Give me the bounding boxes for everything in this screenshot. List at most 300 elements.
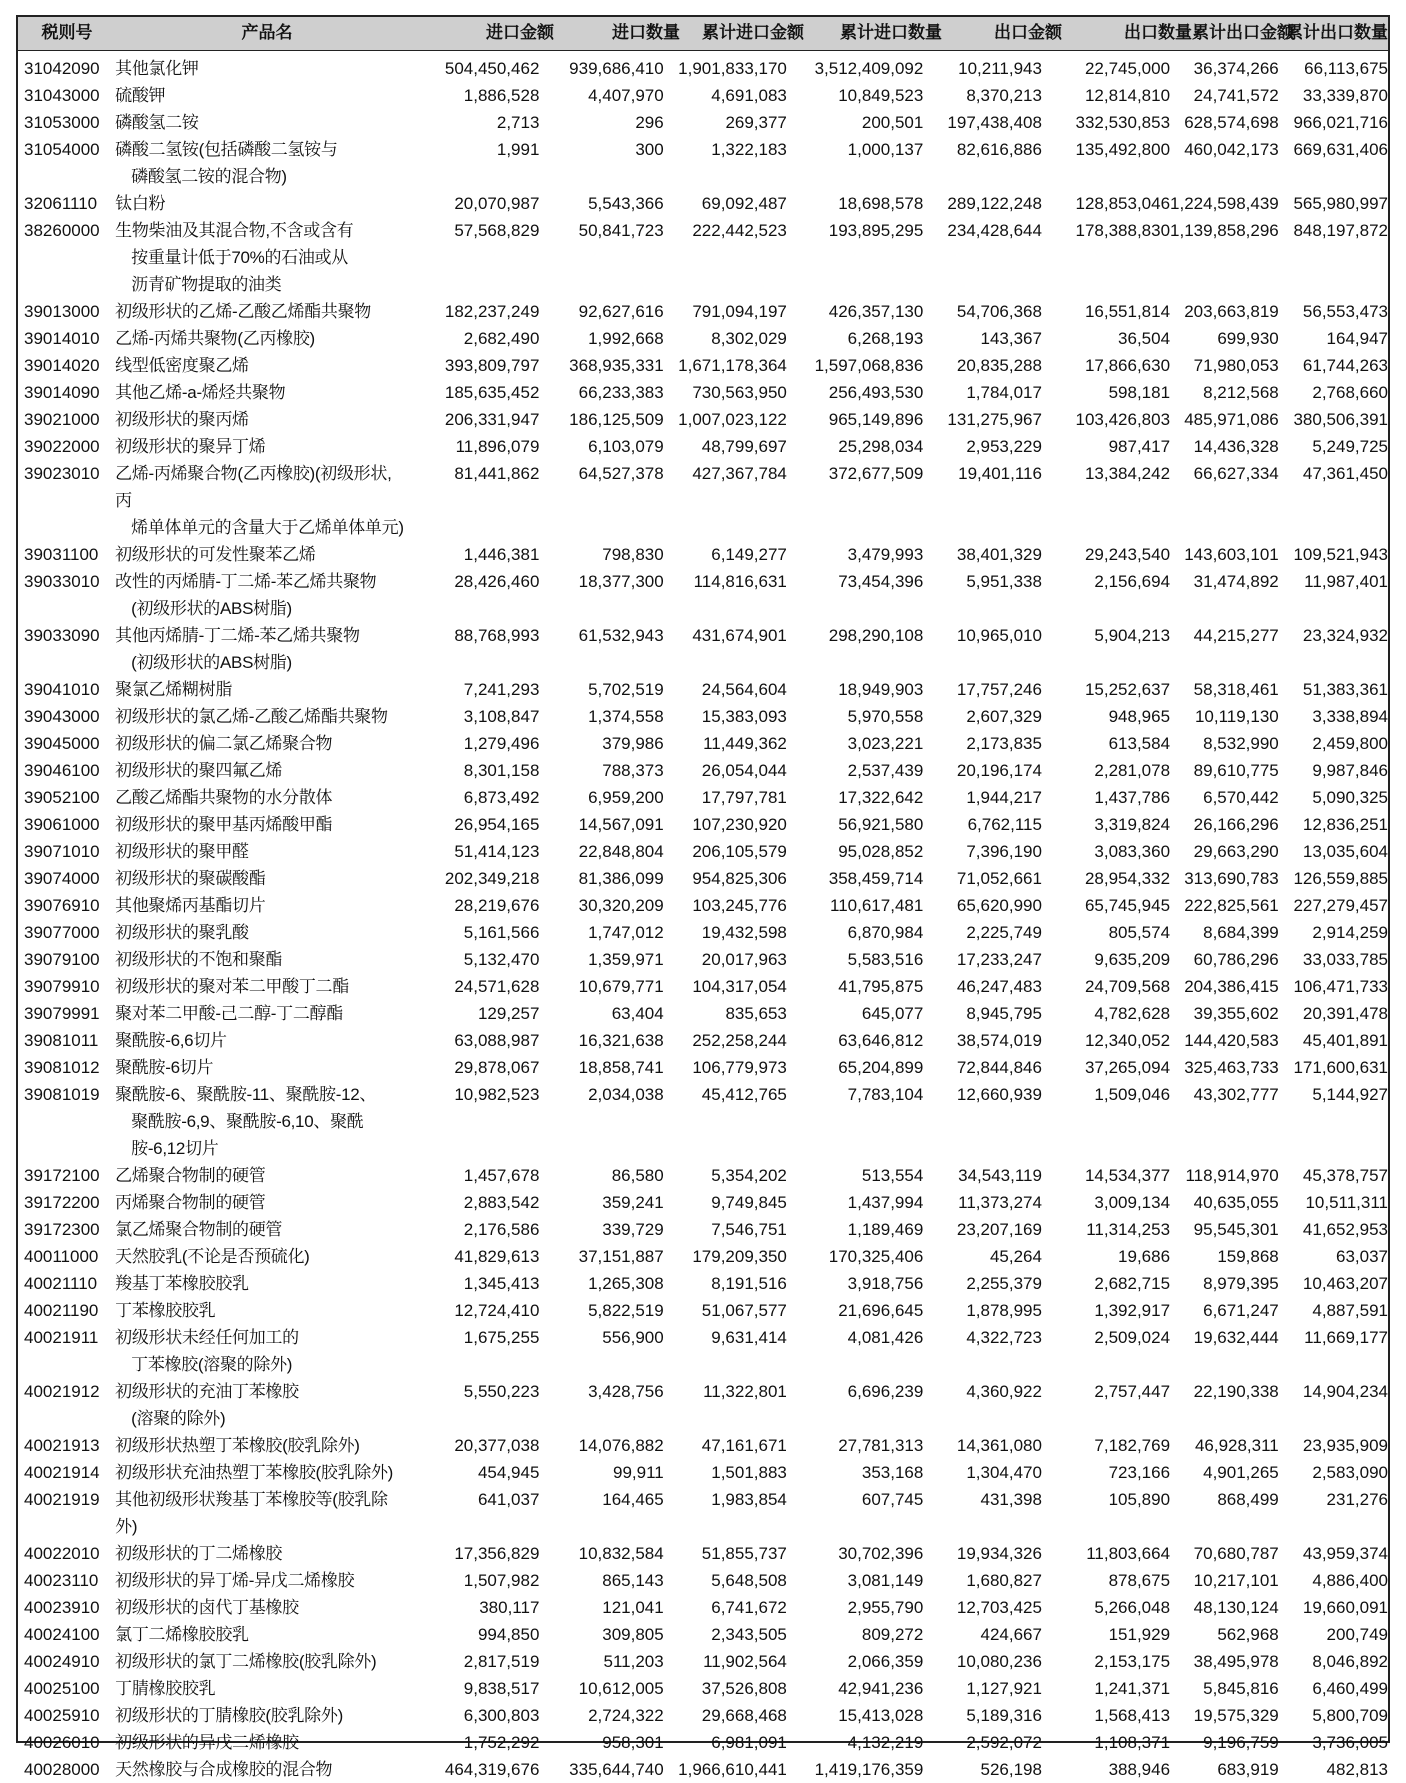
- tariff-code-cell: 40021912: [24, 1382, 100, 1401]
- product-name-cell: [115, 1432, 406, 1459]
- import-quantity-cell: 86,580: [611, 1166, 664, 1185]
- table-row: [18, 1027, 1388, 1054]
- import-value-cell: 2,817,519: [463, 1652, 540, 1671]
- table-row: [18, 622, 1388, 676]
- cumulative-import-quantity-cell: 3,081,149: [847, 1571, 924, 1590]
- cumulative-export-value-cell: 19,632,444: [1193, 1328, 1279, 1347]
- product-name-cell: [115, 757, 406, 784]
- cumulative-import-quantity-cell: 65,204,899: [838, 1058, 924, 1077]
- export-quantity-cell: 1,509,046: [1094, 1085, 1171, 1104]
- import-quantity-cell: 296: [635, 113, 664, 132]
- tariff-code-cell: 39081019: [24, 1085, 100, 1104]
- export-quantity-cell: 37,265,094: [1084, 1058, 1171, 1077]
- cumulative-export-quantity-cell: 20,391,478: [1302, 1004, 1388, 1023]
- export-quantity-cell: 1,108,371: [1094, 1733, 1171, 1752]
- import-value-cell: 24,571,628: [454, 977, 540, 996]
- import-quantity-cell: 5,543,366: [588, 194, 664, 213]
- import-value-cell: 28,426,460: [454, 572, 540, 591]
- cumulative-export-quantity-cell: 848,197,872: [1293, 221, 1388, 240]
- import-value-cell: 1,991: [496, 140, 540, 159]
- product-name-cell: [115, 1216, 406, 1243]
- export-value-cell: 65,620,990: [956, 896, 1042, 915]
- export-quantity-cell: 388,946: [1108, 1760, 1171, 1779]
- tariff-code-cell: 40024910: [24, 1652, 100, 1671]
- tariff-code-cell: 39021000: [24, 410, 100, 429]
- import-quantity-cell: 1,359,971: [588, 950, 664, 969]
- table-row: [18, 136, 1388, 190]
- export-value-cell: 72,844,846: [956, 1058, 1042, 1077]
- cumulative-export-quantity-cell: 10,511,311: [1305, 1193, 1388, 1212]
- import-quantity-cell: 1,265,308: [588, 1274, 664, 1293]
- product-name-line: 磷酸氢二铵的混合物): [131, 167, 287, 186]
- product-name-line: 初级形状的异戊二烯橡胶: [115, 1733, 299, 1752]
- tariff-code-cell: 38260000: [24, 221, 100, 240]
- import-quantity-cell: 5,702,519: [588, 680, 664, 699]
- table-row: [18, 1378, 1388, 1432]
- import-quantity-cell: 1,374,558: [588, 707, 664, 726]
- cumulative-import-value-cell: 1,671,178,364: [678, 356, 787, 375]
- export-value-cell: 8,370,213: [966, 86, 1042, 105]
- tariff-code-cell: 39014020: [24, 356, 100, 375]
- import-value-cell: 26,954,165: [454, 815, 540, 834]
- tariff-code-cell: 31043000: [24, 86, 100, 105]
- cumulative-export-quantity-cell: 6,460,499: [1312, 1679, 1388, 1698]
- cumulative-export-value-cell: 118,914,970: [1185, 1166, 1279, 1185]
- cumulative-export-quantity-cell: 23,324,932: [1302, 626, 1388, 645]
- import-value-cell: 1,675,255: [463, 1328, 540, 1347]
- cumulative-import-quantity-cell: 17,322,642: [838, 788, 924, 807]
- import-value-cell: 11,896,079: [455, 437, 540, 456]
- tariff-code-cell: 40028000: [24, 1760, 100, 1779]
- export-value-cell: 131,275,967: [947, 410, 1042, 429]
- import-quantity-cell: 10,612,005: [578, 1679, 664, 1698]
- import-value-cell: 8,301,158: [463, 761, 540, 780]
- header-export-quantity: 出口数量: [1124, 23, 1192, 42]
- cumulative-import-quantity-cell: 63,646,812: [838, 1031, 924, 1050]
- export-quantity-cell: 987,417: [1108, 437, 1171, 456]
- cumulative-export-value-cell: 683,919: [1217, 1760, 1279, 1779]
- export-value-cell: 1,944,217: [966, 788, 1042, 807]
- import-quantity-cell: 92,627,616: [578, 302, 664, 321]
- tariff-code-cell: 39061000: [24, 815, 100, 834]
- tariff-code-cell: 40021110: [24, 1274, 98, 1293]
- export-value-cell: 197,438,408: [947, 113, 1042, 132]
- export-quantity-cell: 4,782,628: [1094, 1004, 1171, 1023]
- table-row: [18, 406, 1388, 433]
- export-quantity-cell: 1,392,917: [1094, 1301, 1171, 1320]
- tariff-code-cell: 40011000: [24, 1247, 99, 1266]
- cumulative-import-quantity-cell: 6,268,193: [847, 329, 924, 348]
- cumulative-import-quantity-cell: 965,149,896: [828, 410, 924, 429]
- product-name-cell: [115, 973, 406, 1000]
- export-value-cell: 526,198: [980, 1760, 1042, 1779]
- cumulative-import-value-cell: 37,526,808: [701, 1679, 787, 1698]
- product-name-cell: [115, 1594, 406, 1621]
- export-value-cell: 19,934,326: [956, 1544, 1042, 1563]
- product-name-cell: [115, 1324, 406, 1378]
- cumulative-export-quantity-cell: 5,144,927: [1312, 1085, 1388, 1104]
- cumulative-import-value-cell: 7,546,751: [711, 1220, 787, 1239]
- cumulative-import-value-cell: 17,797,781: [701, 788, 787, 807]
- product-name-line: 初级形状的充油丁苯橡胶: [115, 1382, 299, 1401]
- cumulative-import-value-cell: 48,799,697: [701, 437, 787, 456]
- export-value-cell: 38,401,329: [956, 545, 1042, 564]
- cumulative-export-quantity-cell: 63,037: [1336, 1247, 1388, 1266]
- cumulative-export-value-cell: 22,190,338: [1193, 1382, 1279, 1401]
- product-name-cell: [115, 352, 406, 379]
- cumulative-export-value-cell: 70,680,787: [1193, 1544, 1279, 1563]
- export-value-cell: 2,225,749: [966, 923, 1042, 942]
- product-name-cell: [115, 406, 406, 433]
- import-quantity-cell: 2,034,038: [588, 1085, 664, 1104]
- tariff-code-cell: 39172200: [24, 1193, 100, 1212]
- cumulative-export-quantity-cell: 23,935,909: [1302, 1436, 1388, 1455]
- import-value-cell: 5,161,566: [463, 923, 540, 942]
- cumulative-import-quantity-cell: 6,870,984: [847, 923, 924, 942]
- import-value-cell: 202,349,218: [444, 869, 540, 888]
- import-quantity-cell: 335,644,740: [569, 1760, 664, 1779]
- cumulative-export-value-cell: 39,355,602: [1193, 1004, 1279, 1023]
- product-name-cell: [115, 1702, 406, 1729]
- import-quantity-cell: 164,465: [602, 1490, 664, 1509]
- export-value-cell: 1,127,921: [966, 1679, 1042, 1698]
- product-name-cell: [115, 838, 406, 865]
- export-quantity-cell: 2,509,024: [1094, 1328, 1171, 1347]
- export-value-cell: 45,264: [989, 1247, 1042, 1266]
- cumulative-import-value-cell: 19,432,598: [701, 923, 787, 942]
- export-quantity-cell: 19,686: [1118, 1247, 1171, 1266]
- export-quantity-cell: 16,551,814: [1084, 302, 1171, 321]
- import-value-cell: 1,507,982: [463, 1571, 540, 1590]
- import-quantity-cell: 14,076,882: [578, 1436, 664, 1455]
- product-name-line: (初级形状的ABS树脂): [131, 599, 292, 618]
- cumulative-import-quantity-cell: 4,132,219: [847, 1733, 924, 1752]
- cumulative-import-quantity-cell: 1,189,469: [847, 1220, 924, 1239]
- import-quantity-cell: 16,321,638: [578, 1031, 664, 1050]
- product-name-line: (初级形状的ABS树脂): [131, 653, 292, 672]
- export-quantity-cell: 11,314,253: [1086, 1220, 1171, 1239]
- cumulative-import-value-cell: 107,230,920: [692, 815, 787, 834]
- tariff-code-cell: 39023010: [24, 464, 100, 483]
- cumulative-import-value-cell: 1,007,023,122: [678, 410, 787, 429]
- table-row: [18, 784, 1388, 811]
- export-quantity-cell: 7,182,769: [1094, 1436, 1171, 1455]
- table-row: [18, 1081, 1388, 1162]
- cumulative-export-value-cell: 6,671,247: [1203, 1301, 1279, 1320]
- product-name-line: 初级形状未经任何加工的: [115, 1328, 299, 1347]
- cumulative-export-quantity-cell: 2,459,800: [1312, 734, 1388, 753]
- product-name-cell: [115, 82, 406, 109]
- cumulative-export-quantity-cell: 11,669,177: [1304, 1328, 1388, 1347]
- cumulative-import-value-cell: 6,149,277: [711, 545, 787, 564]
- export-value-cell: 38,574,019: [956, 1031, 1042, 1050]
- import-value-cell: 81,441,862: [454, 464, 540, 483]
- cumulative-import-quantity-cell: 193,895,295: [828, 221, 924, 240]
- import-value-cell: 2,176,586: [463, 1220, 540, 1239]
- cumulative-export-value-cell: 325,463,733: [1184, 1058, 1279, 1077]
- product-name-line: 初级形状热塑丁苯橡胶(胶乳除外): [115, 1436, 360, 1455]
- product-name-line: 聚酰胺-6,6切片: [115, 1031, 227, 1050]
- cumulative-export-quantity-cell: 4,887,591: [1312, 1301, 1388, 1320]
- export-quantity-cell: 22,745,000: [1084, 59, 1171, 78]
- cumulative-import-quantity-cell: 30,702,396: [838, 1544, 924, 1563]
- export-quantity-cell: 9,635,209: [1094, 950, 1171, 969]
- cumulative-export-quantity-cell: 33,339,870: [1302, 86, 1388, 105]
- import-quantity-cell: 309,805: [602, 1625, 664, 1644]
- tariff-code-cell: 39079991: [24, 1004, 100, 1023]
- cumulative-export-value-cell: 8,979,395: [1203, 1274, 1279, 1293]
- product-name-line: 初级形状的卤代丁基橡胶: [115, 1598, 299, 1617]
- import-quantity-cell: 30,320,209: [578, 896, 664, 915]
- cumulative-export-value-cell: 9,196,759: [1203, 1733, 1279, 1752]
- cumulative-export-quantity-cell: 13,035,604: [1302, 842, 1388, 861]
- import-value-cell: 2,883,542: [463, 1193, 540, 1212]
- product-name-line: 胺-6,12切片: [131, 1139, 219, 1158]
- cumulative-import-quantity-cell: 200,501: [861, 113, 924, 132]
- import-value-cell: 5,550,223: [463, 1382, 540, 1401]
- import-value-cell: 6,873,492: [463, 788, 540, 807]
- import-quantity-cell: 10,679,771: [578, 977, 664, 996]
- import-quantity-cell: 18,858,741: [578, 1058, 664, 1077]
- tariff-code-cell: 39033090: [24, 626, 100, 645]
- product-name-cell: [115, 217, 406, 298]
- product-name-cell: [115, 1378, 406, 1432]
- import-value-cell: 1,446,381: [463, 545, 540, 564]
- import-value-cell: 504,450,462: [444, 59, 540, 78]
- cumulative-import-value-cell: 106,779,973: [692, 1058, 787, 1077]
- export-quantity-cell: 103,426,803: [1075, 410, 1171, 429]
- import-value-cell: 6,300,803: [463, 1706, 540, 1725]
- cumulative-export-quantity-cell: 56,553,473: [1302, 302, 1388, 321]
- table-row: [18, 1243, 1388, 1270]
- table-row: [18, 1216, 1388, 1243]
- table-row: [18, 919, 1388, 946]
- product-name-line: 乙烯-丙烯共聚物(乙丙橡胶): [115, 329, 315, 348]
- import-value-cell: 641,037: [477, 1490, 540, 1509]
- product-name-cell: [115, 1459, 406, 1486]
- product-name-line: 初级形状的丁腈橡胶(胶乳除外): [115, 1706, 343, 1725]
- cumulative-import-value-cell: 69,092,487: [701, 194, 787, 213]
- cumulative-import-quantity-cell: 42,941,236: [838, 1679, 924, 1698]
- cumulative-export-quantity-cell: 109,521,943: [1293, 545, 1388, 564]
- cumulative-export-value-cell: 71,980,053: [1193, 356, 1279, 375]
- product-name-line: 羧基丁苯橡胶胶乳: [115, 1274, 249, 1293]
- tariff-code-cell: 40025910: [24, 1706, 100, 1725]
- cumulative-export-quantity-cell: 14,904,234: [1302, 1382, 1388, 1401]
- cumulative-export-value-cell: 58,318,461: [1193, 680, 1279, 699]
- export-quantity-cell: 13,384,242: [1084, 464, 1171, 483]
- cumulative-import-value-cell: 5,648,508: [711, 1571, 787, 1590]
- cumulative-import-quantity-cell: 513,554: [861, 1166, 924, 1185]
- cumulative-import-value-cell: 26,054,044: [701, 761, 787, 780]
- cumulative-import-quantity-cell: 353,168: [861, 1463, 924, 1482]
- tariff-code-cell: 31042090: [24, 59, 100, 78]
- export-value-cell: 8,945,795: [966, 1004, 1042, 1023]
- cumulative-export-quantity-cell: 2,768,660: [1312, 383, 1388, 402]
- import-value-cell: 393,809,797: [444, 356, 540, 375]
- import-value-cell: 380,117: [479, 1598, 540, 1617]
- cumulative-import-quantity-cell: 56,921,580: [838, 815, 924, 834]
- cumulative-export-quantity-cell: 5,090,325: [1312, 788, 1388, 807]
- import-value-cell: 1,886,528: [463, 86, 540, 105]
- cumulative-import-quantity-cell: 7,783,104: [847, 1085, 924, 1104]
- export-quantity-cell: 5,266,048: [1094, 1598, 1171, 1617]
- export-value-cell: 14,361,080: [956, 1436, 1042, 1455]
- product-name-line: 初级形状的聚甲醛: [115, 842, 249, 861]
- export-quantity-cell: 105,890: [1108, 1490, 1171, 1509]
- cumulative-export-value-cell: 46,928,311: [1194, 1436, 1279, 1455]
- import-value-cell: 182,237,249: [444, 302, 540, 321]
- cumulative-import-quantity-cell: 2,955,790: [847, 1598, 924, 1617]
- product-name-cell: [115, 379, 406, 406]
- cumulative-import-value-cell: 104,317,054: [692, 977, 787, 996]
- product-name-line: 按重量计低于70%的石油或从: [131, 248, 348, 267]
- cumulative-import-value-cell: 11,902,564: [703, 1652, 787, 1671]
- cumulative-export-quantity-cell: 669,631,406: [1293, 140, 1388, 159]
- cumulative-import-value-cell: 4,691,083: [711, 86, 787, 105]
- export-value-cell: 1,878,995: [966, 1301, 1042, 1320]
- table-body: [18, 55, 1388, 1783]
- product-name-line: 乙酸乙烯酯共聚物的水分散体: [115, 788, 333, 807]
- export-value-cell: 1,680,827: [966, 1571, 1042, 1590]
- import-quantity-cell: 63,404: [611, 1004, 664, 1023]
- import-quantity-cell: 22,848,804: [578, 842, 664, 861]
- table-row: [18, 892, 1388, 919]
- import-value-cell: 206,331,947: [444, 410, 540, 429]
- header-cumulative-export-value: 累计出口金额: [1192, 23, 1294, 42]
- cumulative-import-quantity-cell: 1,437,994: [847, 1193, 924, 1212]
- header-import-quantity: 进口数量: [612, 23, 680, 42]
- cumulative-import-value-cell: 1,322,183: [711, 140, 787, 159]
- cumulative-export-value-cell: 485,971,086: [1184, 410, 1279, 429]
- product-name-line: (溶聚的除外): [131, 1409, 226, 1428]
- cumulative-import-value-cell: 730,563,950: [692, 383, 787, 402]
- table-row: [18, 1567, 1388, 1594]
- cumulative-export-value-cell: 19,575,329: [1193, 1706, 1279, 1725]
- product-name-line: 生物柴油及其混合物,不含或含有: [115, 221, 354, 240]
- cumulative-import-value-cell: 51,067,577: [701, 1301, 787, 1320]
- export-quantity-cell: 805,574: [1108, 923, 1171, 942]
- product-name-cell: [115, 55, 406, 82]
- cumulative-export-quantity-cell: 966,021,716: [1293, 113, 1388, 132]
- table-row: [18, 1540, 1388, 1567]
- import-value-cell: 12,724,410: [454, 1301, 540, 1320]
- tariff-code-cell: 39172300: [24, 1220, 100, 1239]
- export-quantity-cell: 2,682,715: [1094, 1274, 1171, 1293]
- cumulative-import-value-cell: 103,245,776: [692, 896, 787, 915]
- cumulative-import-quantity-cell: 170,325,406: [828, 1247, 924, 1266]
- product-name-cell: [115, 676, 406, 703]
- export-value-cell: 71,052,661: [956, 869, 1042, 888]
- export-quantity-cell: 613,584: [1108, 734, 1171, 753]
- cumulative-import-value-cell: 2,343,505: [711, 1625, 787, 1644]
- cumulative-export-quantity-cell: 5,249,725: [1312, 437, 1388, 456]
- cumulative-import-quantity-cell: 3,512,409,092: [814, 59, 924, 78]
- product-name-cell: [115, 1297, 406, 1324]
- export-quantity-cell: 36,504: [1118, 329, 1171, 348]
- cumulative-import-value-cell: 791,094,197: [692, 302, 787, 321]
- cumulative-export-value-cell: 203,663,819: [1184, 302, 1279, 321]
- tariff-code-cell: 40021919: [24, 1490, 100, 1509]
- cumulative-export-quantity-cell: 2,583,090: [1312, 1463, 1388, 1482]
- header-product-name: 产品名: [241, 23, 293, 42]
- export-value-cell: 10,965,010: [956, 626, 1042, 645]
- export-value-cell: 1,784,017: [966, 383, 1042, 402]
- export-value-cell: 34,543,119: [958, 1166, 1042, 1185]
- table-header: [18, 17, 1388, 51]
- cumulative-import-quantity-cell: 1,597,068,836: [814, 356, 924, 375]
- product-name-line: 初级形状的聚乳酸: [115, 923, 249, 942]
- import-value-cell: 28,219,676: [454, 896, 540, 915]
- product-name-cell: [115, 1000, 406, 1027]
- cumulative-import-quantity-cell: 1,000,137: [847, 140, 924, 159]
- cumulative-import-quantity-cell: 25,298,034: [838, 437, 924, 456]
- product-name-line: 乙烯聚合物制的硬管: [115, 1166, 266, 1185]
- table-row: [18, 1648, 1388, 1675]
- export-quantity-cell: 17,866,630: [1084, 356, 1171, 375]
- import-value-cell: 1,457,678: [463, 1166, 540, 1185]
- cumulative-export-quantity-cell: 45,401,891: [1302, 1031, 1388, 1050]
- product-name-line: 初级形状的聚异丁烯: [115, 437, 266, 456]
- cumulative-import-value-cell: 835,653: [725, 1004, 787, 1023]
- import-value-cell: 63,088,987: [454, 1031, 540, 1050]
- cumulative-import-value-cell: 1,983,854: [711, 1490, 787, 1509]
- product-name-cell: [115, 784, 406, 811]
- cumulative-import-quantity-cell: 18,949,903: [838, 680, 924, 699]
- export-value-cell: 10,211,943: [958, 59, 1042, 78]
- cumulative-import-value-cell: 45,412,765: [701, 1085, 787, 1104]
- tariff-code-cell: 31054000: [24, 140, 100, 159]
- cumulative-export-value-cell: 1,224,598,439: [1170, 194, 1279, 213]
- export-quantity-cell: 12,814,810: [1084, 86, 1171, 105]
- product-name-cell: [115, 1162, 406, 1189]
- product-name-line: 聚酰胺-6,9、聚酰胺-6,10、聚酰: [131, 1112, 364, 1131]
- cumulative-import-value-cell: 252,258,244: [692, 1031, 787, 1050]
- cumulative-export-quantity-cell: 231,276: [1326, 1490, 1388, 1509]
- import-quantity-cell: 5,822,519: [588, 1301, 664, 1320]
- export-quantity-cell: 3,319,824: [1094, 815, 1171, 834]
- export-value-cell: 6,762,115: [967, 815, 1042, 834]
- import-value-cell: 464,319,676: [444, 1760, 540, 1779]
- product-name-cell: [115, 460, 406, 541]
- export-value-cell: 431,398: [980, 1490, 1042, 1509]
- product-name-line: 聚酰胺-6切片: [115, 1058, 214, 1077]
- export-value-cell: 4,322,723: [966, 1328, 1042, 1347]
- import-value-cell: 57,568,829: [454, 221, 540, 240]
- tariff-code-cell: 39031100: [24, 545, 99, 564]
- cumulative-import-quantity-cell: 15,413,028: [838, 1706, 924, 1725]
- cumulative-import-quantity-cell: 607,745: [861, 1490, 924, 1509]
- import-value-cell: 1,752,292: [463, 1733, 540, 1752]
- export-quantity-cell: 723,166: [1108, 1463, 1171, 1482]
- export-quantity-cell: 2,153,175: [1094, 1652, 1171, 1671]
- table-row: [18, 460, 1388, 541]
- import-value-cell: 5,132,470: [463, 950, 540, 969]
- cumulative-import-quantity-cell: 426,357,130: [828, 302, 924, 321]
- cumulative-import-value-cell: 8,191,516: [711, 1274, 787, 1293]
- cumulative-export-quantity-cell: 4,886,400: [1312, 1571, 1388, 1590]
- tariff-code-cell: 40021190: [24, 1301, 99, 1320]
- cumulative-import-quantity-cell: 3,918,756: [847, 1274, 924, 1293]
- table-row: [18, 541, 1388, 568]
- export-value-cell: 11,373,274: [958, 1193, 1042, 1212]
- cumulative-import-quantity-cell: 3,023,221: [847, 734, 924, 753]
- export-quantity-cell: 1,568,413: [1094, 1706, 1171, 1725]
- tariff-code-cell: 40023110: [24, 1571, 99, 1590]
- import-quantity-cell: 788,373: [602, 761, 664, 780]
- cumulative-import-value-cell: 1,501,883: [711, 1463, 787, 1482]
- import-quantity-cell: 1,992,668: [588, 329, 664, 348]
